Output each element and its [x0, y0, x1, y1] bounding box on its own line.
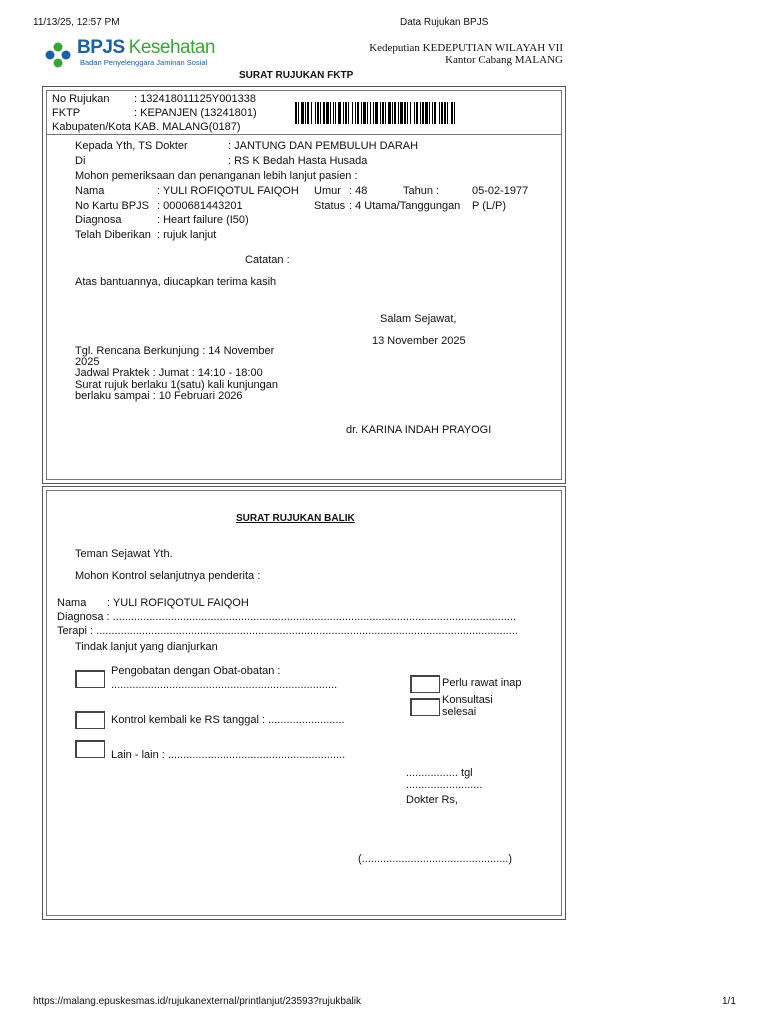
catatan-label: Catatan :	[245, 254, 290, 266]
status-value: : 4 Utama/Tanggungan	[349, 200, 461, 212]
bpjs-emblem-icon	[44, 41, 72, 69]
diberikan-value: : rujuk lanjut	[157, 229, 217, 241]
office-line1: Kedeputian KEDEPUTIAN WILAYAH VII	[369, 42, 563, 54]
kabupaten-label: Kabupaten/Kota	[52, 121, 131, 133]
kontrol-checkbox[interactable]	[75, 711, 105, 729]
barcode-bar	[388, 102, 391, 124]
di-label: Di	[75, 155, 86, 167]
print-title: Data Rujukan BPJS	[400, 17, 489, 28]
rencana-line2: 2025	[75, 356, 100, 368]
obat-checkbox[interactable]	[75, 670, 105, 688]
barcode-bar	[441, 102, 443, 124]
lain-label: Lain - lain : ..........................................................	[111, 749, 346, 761]
no-rujukan-value: : 132418011125Y001338	[134, 93, 256, 105]
logo-bpjs-text: BPJS	[77, 37, 125, 58]
barcode-bar	[432, 102, 433, 124]
barcode-bar	[343, 102, 344, 124]
lain-checkbox[interactable]	[75, 740, 105, 758]
barcode-bar	[330, 102, 331, 124]
barcode-bar	[333, 102, 334, 124]
barcode-bar	[385, 102, 386, 124]
kabupaten-value: : KAB. MALANG(0187)	[128, 121, 241, 133]
barcode-bar	[338, 102, 341, 124]
tanggal-surat: 13 November 2025	[372, 335, 466, 347]
barcode-bar	[422, 102, 424, 124]
barcode-bar	[375, 102, 378, 124]
barcode-bar	[410, 102, 411, 124]
barcode-bar	[416, 102, 418, 124]
barcode-bar	[420, 102, 421, 124]
diagnosa-label: Diagnosa	[75, 214, 122, 226]
kontrol-label: Kontrol kembali ke RS tanggal : .........................	[111, 714, 345, 726]
tgl-line2: .........................	[406, 779, 483, 791]
logo-kesehatan-text: Kesehatan	[128, 37, 215, 58]
tindak-text: Tindak lanjut yang dianjurkan	[75, 641, 218, 653]
barcode-bar	[367, 102, 368, 124]
barcode-bar	[301, 102, 304, 124]
balik-terapi: Terapi : ..........................................................................................................................................	[57, 625, 518, 637]
barcode-bar	[407, 102, 408, 124]
kartu-value: : 0000681443201	[157, 200, 243, 212]
rawat-inap-checkbox[interactable]	[410, 675, 440, 693]
barcode-bar	[425, 102, 428, 124]
barcode-bar	[451, 102, 453, 124]
barcode-bar	[392, 102, 393, 124]
barcode-bar	[317, 102, 319, 124]
tahun-value: 05-02-1977	[472, 185, 529, 197]
barcode-bar	[295, 102, 297, 124]
fktp-title: SURAT RUJUKAN FKTP	[239, 70, 354, 81]
diagnosa-value: : Heart failure (I50)	[157, 214, 249, 226]
barcode-bar	[370, 102, 371, 124]
tahun-label: Tahun :	[403, 185, 440, 197]
barcode-bar	[434, 102, 436, 124]
barcode-bar	[404, 102, 406, 124]
salam-text: Salam Sejawat,	[380, 313, 457, 325]
nama-label: Nama	[75, 185, 105, 197]
terima-kasih-text: Atas bantuannya, diucapkan terima kasih	[75, 276, 277, 288]
barcode-bar	[352, 102, 353, 124]
balik-nama-value: : YULI ROFIQOTUL FAIQOH	[107, 597, 249, 609]
office-line2: Kantor Cabang MALANG	[445, 54, 563, 66]
barcode-bar	[345, 102, 347, 124]
rawat-inap-label: Perlu rawat inap	[442, 677, 522, 689]
barcode-bar	[400, 102, 403, 124]
barcode-bar	[414, 102, 415, 124]
barcode-bar	[373, 102, 374, 124]
fktp-value: : KEPANJEN (13241801)	[134, 107, 257, 119]
barcode-bar	[439, 102, 440, 124]
diberikan-label: Telah Diberikan	[75, 229, 151, 241]
status-label: Status	[314, 200, 346, 212]
barcode-bar	[355, 102, 356, 124]
konsultasi-label-line1: Konsultasi	[442, 694, 493, 706]
obat-label-line1: Pengobatan dengan Obat-obatan :	[111, 665, 281, 677]
konsultasi-checkbox[interactable]	[410, 698, 440, 716]
barcode-bar	[361, 102, 362, 124]
umur-value: : 48	[349, 185, 368, 197]
logo-tagline: Badan Penyelenggara Jaminan Sosial	[80, 58, 208, 67]
no-rujukan-label: No Rujukan	[52, 93, 110, 105]
barcode-bar	[311, 102, 312, 124]
berlaku-line2: berlaku sampai : 10 Februari 2026	[75, 390, 243, 402]
nama-value: : YULI ROFIQOTUL FAIQOH	[157, 185, 299, 197]
barcode-bar	[315, 102, 316, 124]
balik-nama-label: Nama	[57, 597, 87, 609]
konsultasi-label-line2: selesai	[442, 706, 477, 718]
page-number: 1/1	[722, 996, 736, 1007]
signature-line: (................................................)	[358, 853, 513, 865]
divider	[47, 134, 561, 135]
barcode-bar	[394, 102, 396, 124]
barcode-bar	[447, 102, 448, 124]
barcode-bar	[363, 102, 366, 124]
barcode-bar	[326, 102, 329, 124]
barcode-bar	[323, 102, 325, 124]
barcode-bar	[398, 102, 399, 124]
tgl-line1: ................. tgl	[406, 767, 473, 779]
barcode-bar	[320, 102, 321, 124]
barcode-bar	[454, 102, 455, 124]
kepada-label: Kepada Yth, TS Dokter	[75, 140, 188, 152]
print-url: https://malang.epuskesmas.id/rujukanexternal/printlanjut/23593?rujukbalik	[33, 996, 361, 1007]
barcode-bar	[357, 102, 359, 124]
fktp-label: FKTP	[52, 107, 81, 119]
barcode-bar	[307, 102, 309, 124]
barcode-bar	[298, 102, 299, 124]
print-datetime: 11/13/25, 12:57 PM	[33, 17, 120, 28]
balik-diagnosa: Diagnosa : ....................................................................................................................................	[57, 611, 517, 623]
rencana-line1: Tgl. Rencana Berkunjung : 14 November	[75, 345, 275, 357]
kepada-value: : JANTUNG DAN PEMBULUH DARAH	[228, 140, 419, 152]
balik-title: SURAT RUJUKAN BALIK	[236, 513, 355, 524]
barcode-bar	[380, 102, 381, 124]
kartu-label: No Kartu BPJS	[75, 200, 149, 212]
barcode	[295, 102, 559, 124]
gender-value: P (L/P)	[472, 200, 507, 212]
dokter-rs-label: Dokter Rs,	[406, 794, 458, 806]
bpjs-logo	[44, 37, 215, 72]
balik-mohon-text: Mohon Kontrol selanjutnya penderita :	[75, 570, 261, 582]
barcode-bar	[382, 102, 384, 124]
barcode-bar	[335, 102, 336, 124]
teman-text: Teman Sejawat Yth.	[75, 548, 173, 560]
jadwal-text: Jadwal Praktek : Jumat : 14:10 - 18:00	[75, 367, 263, 379]
barcode-bar	[305, 102, 306, 124]
di-value: : RS K Bedah Hasta Husada	[228, 155, 368, 167]
obat-label-line2: ..........................................................................	[111, 679, 338, 691]
barcode-bar	[429, 102, 430, 124]
berlaku-line1: Surat rujuk berlaku 1(satu) kali kunjungan	[75, 379, 279, 391]
mohon-text: Mohon pemeriksaan dan penanganan lebih lanjut pasien :	[75, 170, 358, 182]
dokter-name: dr. KARINA INDAH PRAYOGI	[346, 424, 492, 436]
umur-label: Umur	[314, 185, 341, 197]
barcode-bar	[444, 102, 446, 124]
barcode-bar	[348, 102, 349, 124]
